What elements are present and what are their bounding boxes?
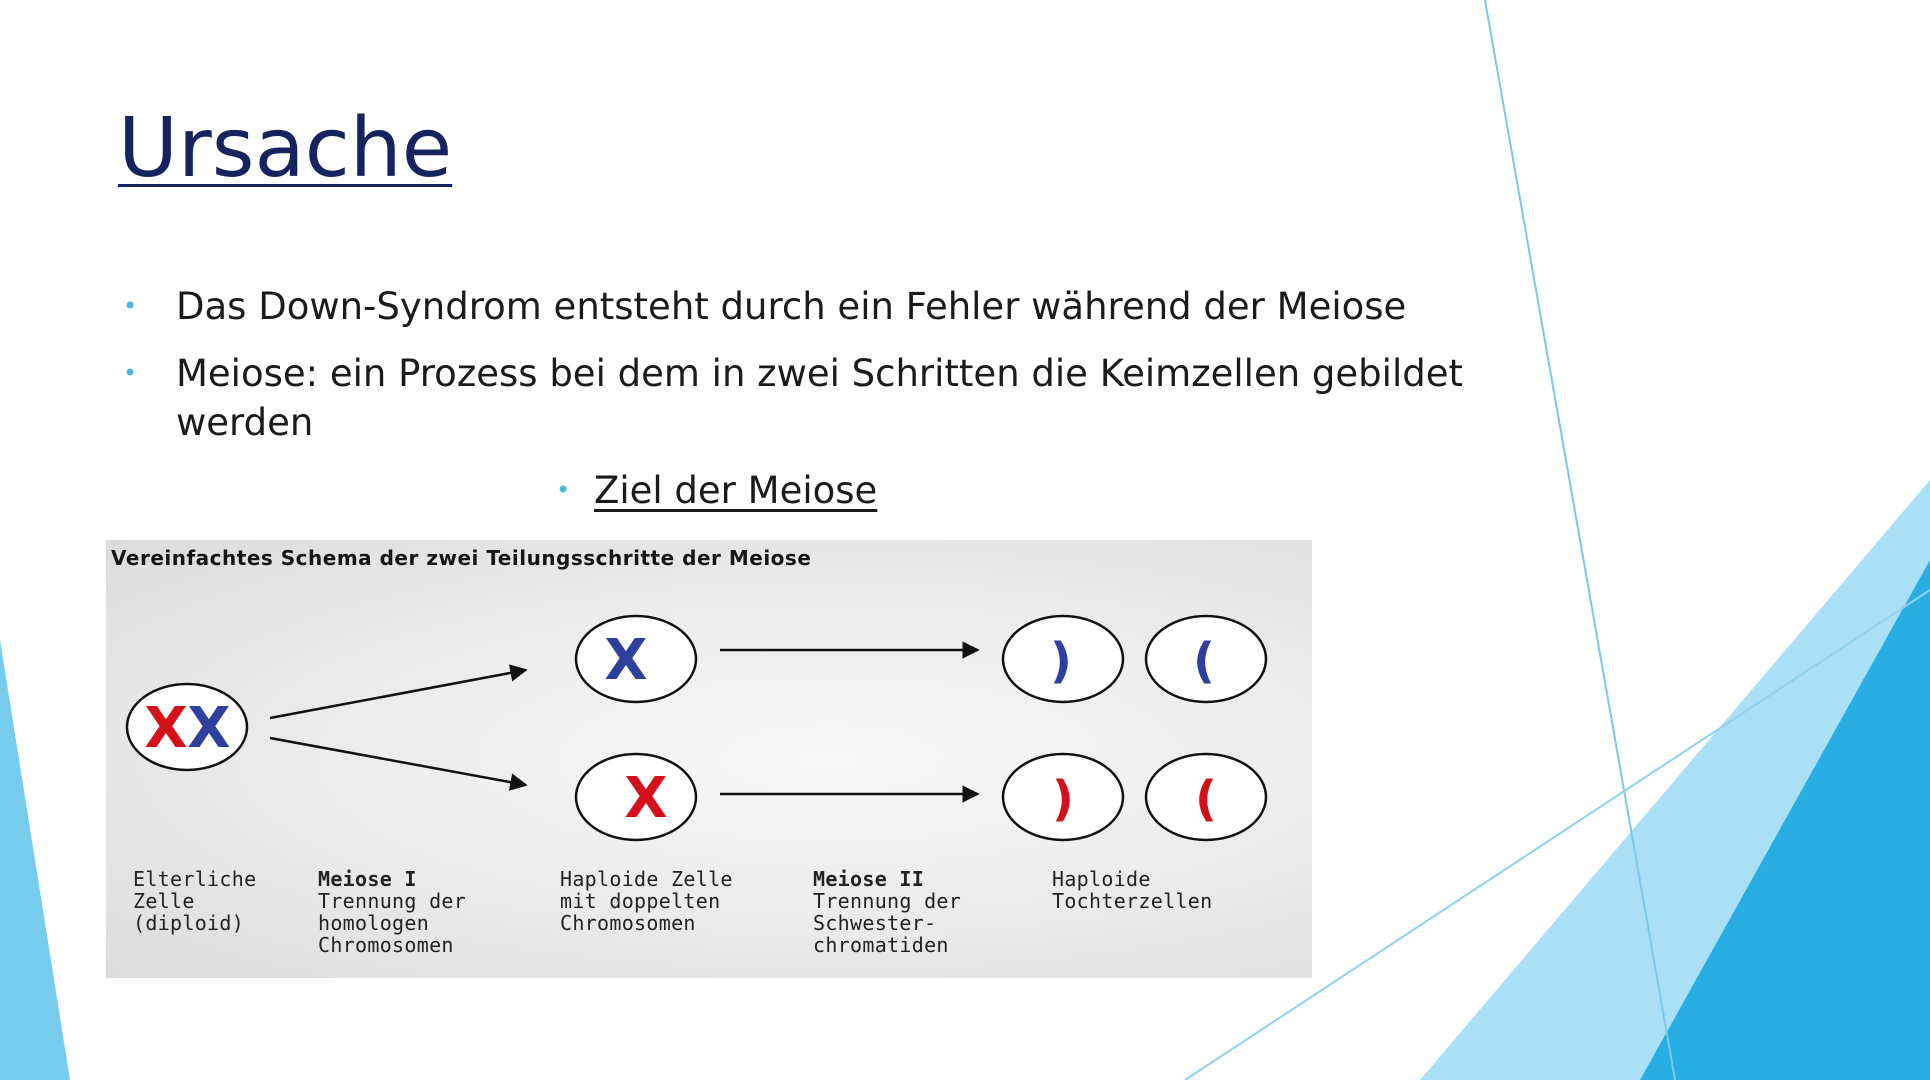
meiosis-diagram [106, 540, 1312, 978]
parent-chromosome-blue: X [187, 696, 231, 761]
sub-bullet-link[interactable]: Ziel der Meiose [594, 469, 878, 512]
caption-daughters [1052, 868, 1212, 912]
caption-line: Haploide Zelle [560, 867, 733, 891]
diagram-title: Vereinfachtes Schema der zwei Teilungsschritte der Meiose [111, 546, 812, 570]
caption-line: Zelle [133, 889, 195, 913]
bullet-dot-icon: • [556, 476, 571, 504]
haploid-chromosome-red: X [624, 766, 668, 831]
caption-line: Tochterzellen [1052, 889, 1213, 913]
caption-heading: Meiose I [318, 867, 417, 891]
bullet-dot-icon: • [123, 359, 138, 387]
parent-chromosome-red: X [144, 696, 188, 761]
daughter-chromatid-red-2: ( [1195, 771, 1217, 827]
daughter-chromatid-blue-2: ( [1193, 633, 1215, 689]
sub-bullet-item [556, 466, 877, 515]
caption-line: Schwester- [813, 911, 937, 935]
arrow-meiosis1-up [270, 670, 526, 718]
caption-line: Chromosomen [318, 933, 454, 957]
bullet-item [118, 349, 1478, 447]
caption-haploid-cell [560, 868, 733, 934]
slide-title: Ursache [118, 101, 453, 196]
caption-line: chromatiden [813, 933, 949, 957]
caption-line: (diploid) [133, 911, 245, 935]
bullet-text: Meiose: ein Prozess bei dem in zwei Schritten die Keimzellen gebildet werden [176, 352, 1463, 444]
caption-parent [133, 868, 256, 934]
bullet-item [118, 282, 1478, 331]
daughter-chromatid-red-1: ) [1052, 771, 1074, 827]
daughter-chromatid-blue-1: ) [1050, 633, 1072, 689]
bg-triangle-left [0, 640, 70, 1080]
caption-meiosis1 [318, 868, 466, 956]
bullet-dot-icon: • [123, 292, 138, 320]
caption-meiosis2 [813, 868, 961, 956]
bullet-text: Das Down-Syndrom entsteht durch ein Fehler während der Meiose [176, 285, 1407, 328]
arrow-meiosis1-down [270, 738, 526, 785]
bullet-list [118, 282, 1478, 465]
caption-line: Trennung der [813, 889, 962, 913]
caption-line: Elterliche [133, 867, 257, 891]
caption-line: mit doppelten [560, 889, 721, 913]
caption-line: Trennung der [318, 889, 467, 913]
caption-line: homologen [318, 911, 430, 935]
caption-heading: Meiose II [813, 867, 925, 891]
haploid-chromosome-blue: X [604, 628, 648, 693]
caption-line: Chromosomen [560, 911, 696, 935]
caption-line: Haploide [1052, 867, 1151, 891]
